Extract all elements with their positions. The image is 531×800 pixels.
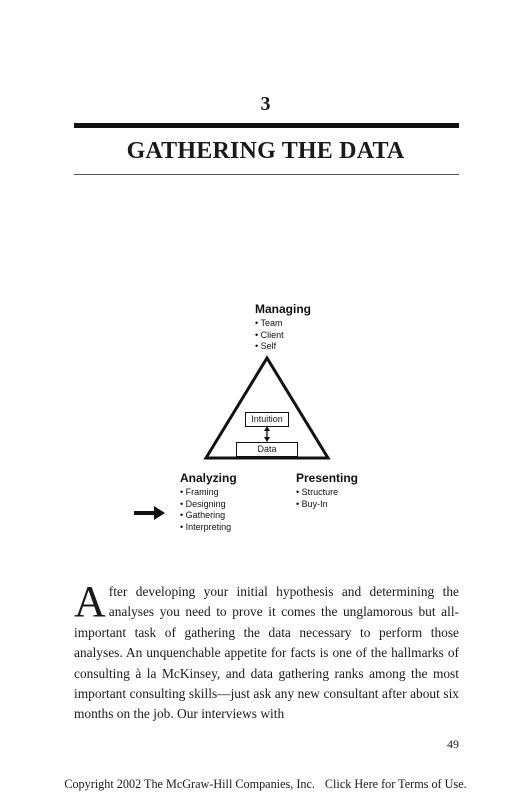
list-item: • Gathering [180, 510, 226, 520]
chapter-number: 3 [260, 93, 271, 115]
copyright-text: Copyright 2002 The McGraw-Hill Companies, Inc. [64, 777, 315, 791]
mckinsey-mind-diagram [120, 296, 400, 536]
managing-list [255, 318, 284, 353]
managing-heading: Managing [255, 302, 311, 316]
chapter-rule-thin [74, 174, 459, 175]
presenting-list [296, 487, 338, 510]
intuition-box: Intuition [245, 412, 289, 427]
list-item: • Structure [296, 487, 339, 497]
body-paragraph [74, 577, 459, 725]
analyzing-heading: Analyzing [180, 471, 237, 485]
list-item: • Self [255, 341, 277, 351]
chapter-rule-thick [74, 123, 459, 128]
list-item: • Client [255, 329, 284, 340]
terms-of-use-link[interactable]: Click Here for Terms of Use. [324, 777, 467, 791]
list-item: • Interpreting [180, 521, 232, 532]
data-box: Data [236, 442, 298, 457]
list-item: • Buy-In [296, 498, 328, 509]
chapter-title: GATHERING THE DATA [126, 138, 405, 164]
list-item: • Designing [180, 498, 226, 509]
list-item: • Framing [180, 487, 219, 497]
page-number: 49 [447, 737, 459, 751]
right-arrow-icon [134, 506, 165, 520]
analyzing-list [180, 487, 231, 533]
presenting-heading: Presenting [296, 471, 359, 485]
body-text: fter developing your initial hypothesis and determining the analyses you need to prove it comes the unglamorous but all-important task of gathering the data necessary to perform those analyses. An unquenchable appetite for facts is one of the hallmarks of consulting à la McKinsey, and data gathering ranks among the most important consulting skills—just ask any new consultant after about six months on the job. Our interviews with [74, 584, 459, 722]
list-item: • Team [255, 318, 283, 328]
footer [0, 777, 531, 792]
drop-cap: A [74, 577, 106, 626]
